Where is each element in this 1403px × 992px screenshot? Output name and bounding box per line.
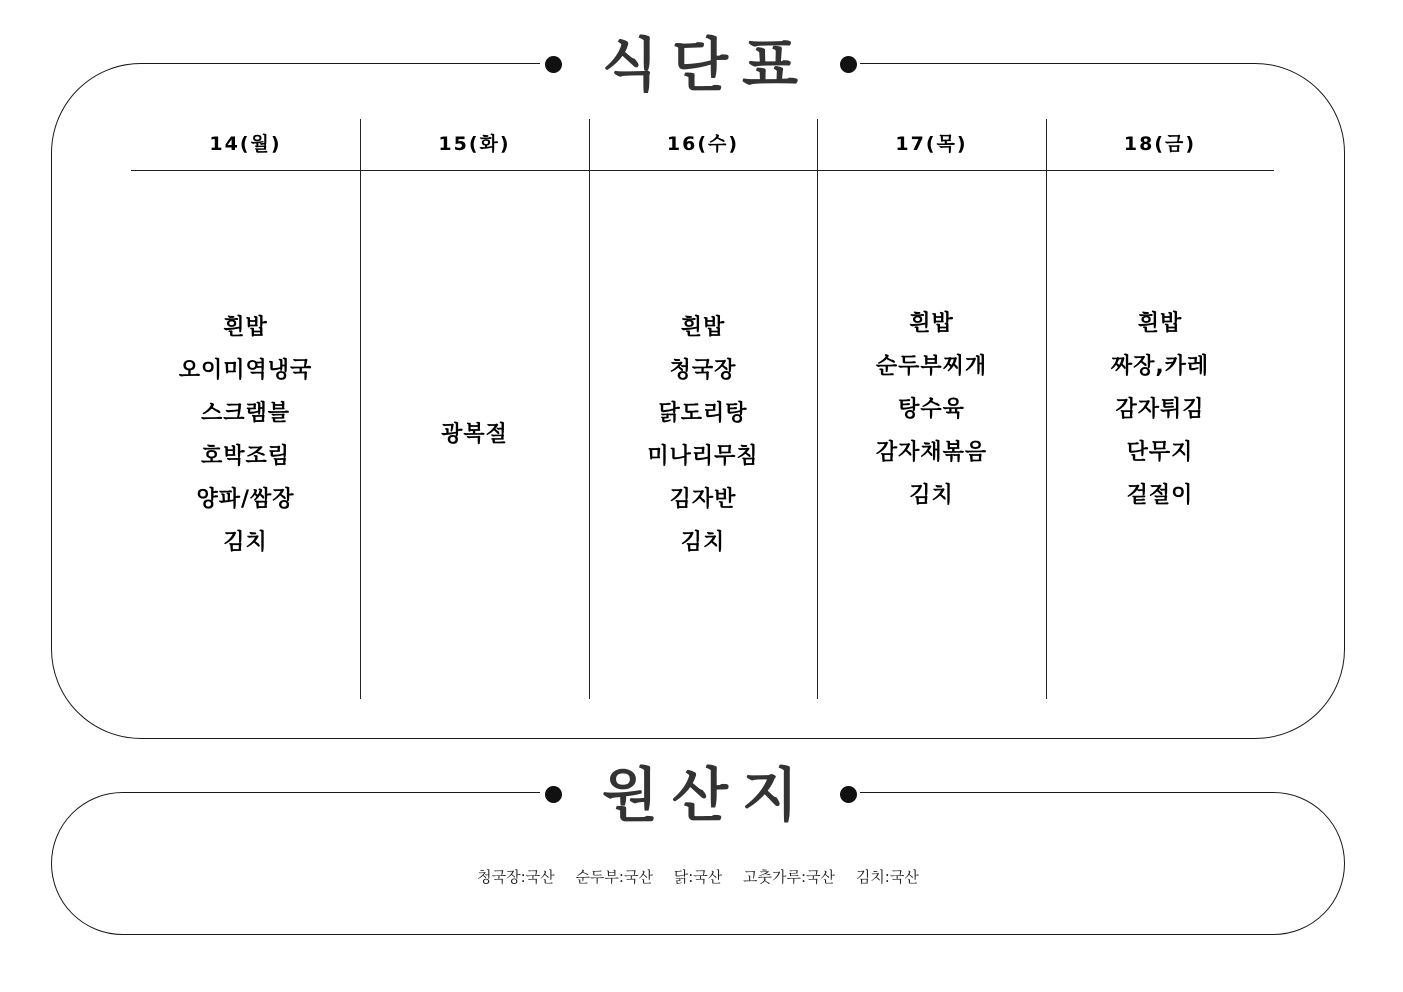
day-column-mon [131, 172, 360, 697]
dish-item: 김치 [680, 529, 726, 555]
dish-item: 겉절이 [1126, 483, 1194, 508]
dish-item: 양파/쌈장 [196, 486, 295, 512]
dish-item: 청국장 [669, 357, 737, 383]
menu-title-block [540, 30, 860, 100]
origin-item: 김치:국산 [855, 868, 919, 886]
origin-item: 순두부:국산 [575, 868, 653, 886]
header-divider [131, 170, 1274, 171]
day-column-fri [1046, 172, 1274, 697]
day-column-wed [589, 172, 817, 697]
day-header-thu: 17(목) [895, 132, 968, 155]
title-left-dot [545, 56, 562, 73]
dish-item: 광복절 [441, 422, 508, 447]
dish-item: 단무지 [1126, 440, 1194, 465]
origin-list [51, 866, 1345, 887]
dish-item: 짜장,카레 [1110, 354, 1210, 379]
dish-item: 김치 [909, 483, 954, 508]
origin-item: 닭:국산 [673, 868, 723, 886]
origin-title: 원산지 [601, 761, 813, 829]
day-column-tue [360, 172, 589, 697]
day-header-tue: 15(화) [438, 132, 511, 155]
day-header-wed: 16(수) [666, 132, 740, 155]
dish-item: 스크램블 [200, 400, 290, 426]
origin-item: 고춧가루:국산 [743, 868, 836, 886]
dish-item: 오이미역냉국 [178, 357, 313, 383]
origin-title-block [540, 760, 860, 830]
dish-item: 미나리무침 [647, 443, 759, 469]
title-left-dot [545, 786, 562, 803]
dish-item: 닭도리탕 [658, 400, 748, 426]
day-column-thu [817, 172, 1046, 697]
title-right-dot [840, 786, 857, 803]
day-header-fri: 18(금) [1123, 132, 1197, 155]
dish-item: 탕수육 [898, 397, 965, 422]
dish-item: 흰밥 [909, 311, 954, 336]
title-right-dot [840, 56, 857, 73]
dish-item: 순두부찌개 [875, 354, 988, 379]
dish-item: 감자튀김 [1115, 397, 1205, 422]
dish-item: 감자채볶음 [875, 440, 988, 465]
origin-item: 청국장:국산 [477, 868, 555, 886]
day-header-mon: 14(월) [209, 132, 282, 155]
dish-item: 김자반 [669, 486, 737, 512]
dish-item: 김치 [223, 529, 268, 555]
menu-title: 식단표 [601, 31, 813, 99]
dish-item: 흰밥 [223, 314, 268, 340]
dish-item: 흰밥 [1137, 311, 1183, 336]
dish-item: 흰밥 [680, 314, 726, 340]
dish-item: 호박조림 [200, 443, 290, 469]
